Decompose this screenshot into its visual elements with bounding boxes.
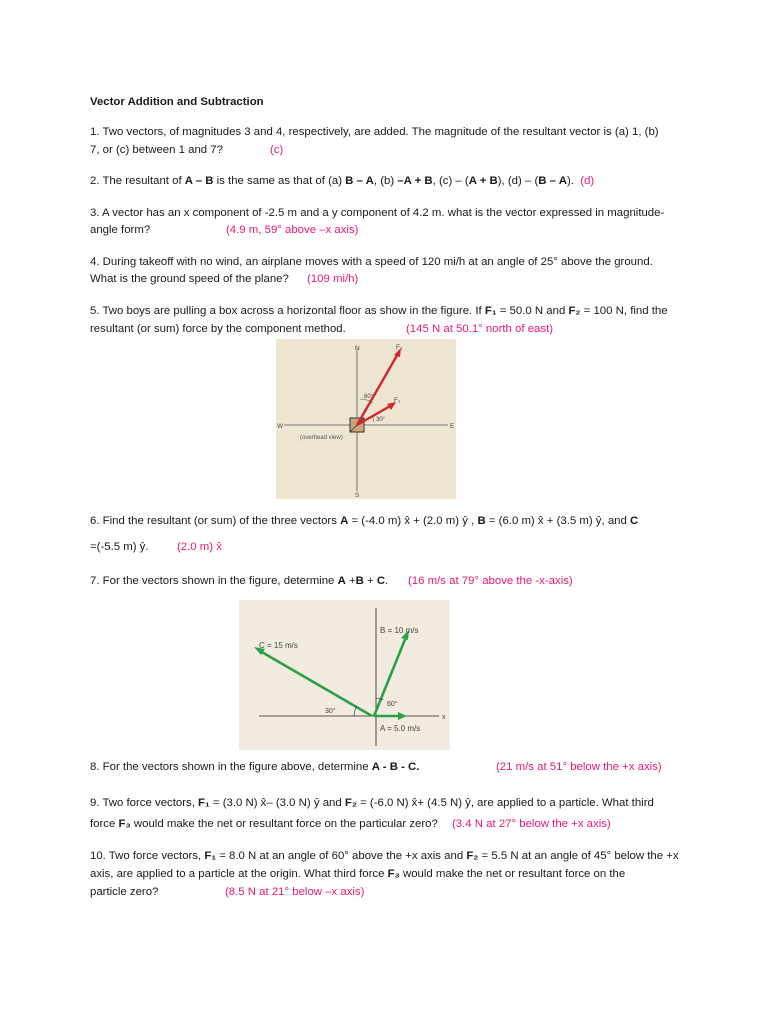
answer-2: (d)	[580, 175, 595, 187]
question-10-line-3: particle zero? (8.5 N at 21° below –x axis)	[90, 886, 365, 898]
fig2-x-label: x	[442, 714, 446, 721]
question-6-line-1: 6. Find the resultant (or sum) of the three vectors A = (-4.0 m) x̂ + (2.0 m) ŷ , B = (6.0 m) x̂ + (3.5 m) ŷ, and C	[90, 515, 639, 527]
fig1-east-label: E	[450, 423, 455, 430]
question-2: 2. The resultant of A – B is the same as that of (a) B – A, (b) –A + B, (c) – (A + B), (d) – (B – A). (d)	[90, 175, 595, 187]
question-9-line-1: 9. Two force vectors, F₁ = (3.0 N) x̂– (3.0 N) ŷ and F₂ = (-6.0 N) x̂+ (4.5 N) ŷ, are applied to a particle. What third	[90, 797, 654, 809]
question-10-line-1: 10. Two force vectors, F₁ = 8.0 N at an angle of 60° above the +x axis and F₂ = 5.5 N at an angle of 45° below the +x	[90, 850, 679, 862]
question-3-line-1: 3. A vector has an x component of -2.5 m and a y component of 4.2 m. what is the vector expressed in magnitude-	[90, 207, 665, 219]
page-title: Vector Addition and Subtraction	[90, 96, 264, 108]
fig1-angle-30: 30°	[376, 417, 386, 423]
question-5-line-2: resultant (or sum) force by the component method. (145 N at 50.1° north of east)	[90, 323, 554, 335]
answer-1: (c)	[270, 144, 284, 156]
question-10-line-2: axis, are applied to a particle at the origin. What third force F₃ would make the net or resultant force on the	[90, 868, 626, 880]
fig1-view-label: (overhead view)	[300, 435, 343, 441]
question-5-line-1: 5. Two boys are pulling a box across a horizontal floor as show in the figure. If F₁ = 50.0 N and F₂ = 100 N, find the	[90, 305, 668, 317]
question-4-line-2: What is the ground speed of the plane? (109 mi/h)	[90, 273, 359, 285]
fig1-west-label: W	[277, 423, 284, 430]
fig2-c-label: C = 15 m/s	[259, 641, 298, 650]
answer-9: (3.4 N at 27° below the +x axis)	[452, 818, 611, 830]
question-8: 8. For the vectors shown in the figure above, determine A - B - C. (21 m/s at 51° below the +x axis)	[90, 761, 662, 773]
answer-6: (2.0 m) x̂	[177, 541, 222, 553]
fig1-south-label: S	[355, 492, 360, 499]
fig1-north-label: N	[355, 345, 360, 352]
question-1-line-1: 1. Two vectors, of magnitudes 3 and 4, respectively, are added. The magnitude of the resultant vector is (a) 1, (b)	[90, 126, 659, 138]
fig1-f1-label: F₁	[394, 397, 401, 404]
answer-10: (8.5 N at 21° below –x axis)	[225, 886, 365, 898]
answer-7: (16 m/s at 79° above the -x-axis)	[408, 575, 573, 587]
question-9-line-2: force F₃ would make the net or resultant force on the particular zero? (3.4 N at 27° below the +x axis)	[90, 818, 611, 830]
answer-8: (21 m/s at 51° below the +x axis)	[496, 761, 662, 773]
fig2-angle-60: 60°	[387, 701, 398, 708]
question-7: 7. For the vectors shown in the figure, determine A +B + C. (16 m/s at 79° above the -x-axis)	[90, 575, 573, 587]
question-4-line-1: 4. During takeoff with no wind, an airplane moves with a speed of 120 mi/h at an angle of 25° above the ground.	[90, 256, 653, 268]
answer-5: (145 N at 50.1° north of east)	[406, 323, 554, 335]
fig2-b-label: B = 10 m/s	[380, 626, 419, 635]
fig2-a-label: A = 5.0 m/s	[380, 724, 421, 733]
fig2-angle-30: 30°	[325, 708, 336, 715]
answer-4: (109 mi/h)	[307, 273, 359, 285]
question-1-line-2: 7, or (c) between 1 and 7? (c)	[90, 144, 284, 156]
answer-3: (4.9 m, 59° above –x axis)	[226, 224, 359, 236]
fig1-f2-label: F₂	[396, 344, 403, 351]
question-6-line-2: =(-5.5 m) ŷ. (2.0 m) x̂	[90, 541, 222, 553]
figure-vectors-abc	[239, 600, 450, 750]
question-3-line-2: angle form? (4.9 m, 59° above –x axis)	[90, 224, 359, 236]
figure-box-forces	[276, 339, 456, 499]
fig1-angle-60: 60°	[364, 394, 374, 400]
